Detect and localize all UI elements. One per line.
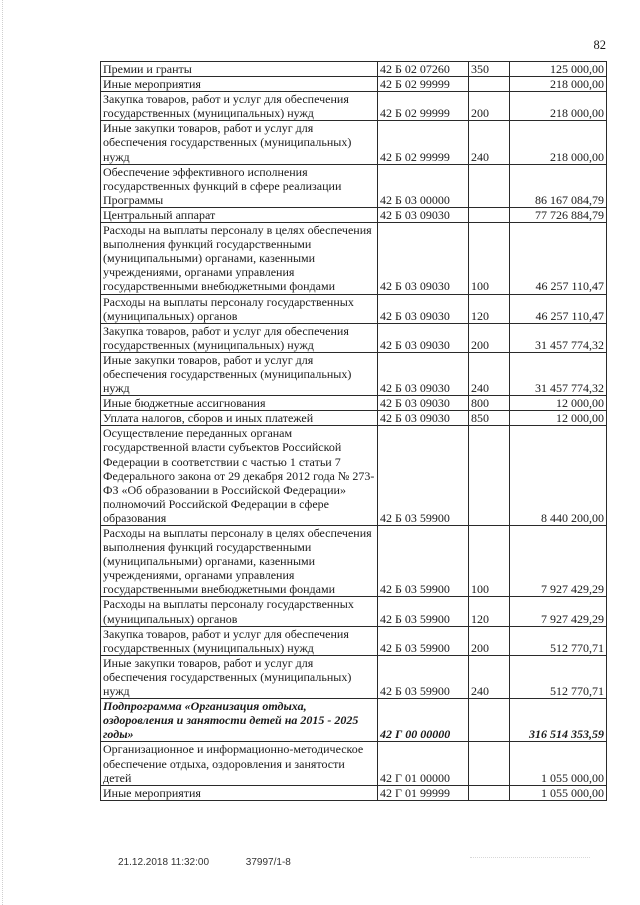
row-expense-type <box>469 426 510 526</box>
row-name: Закупка товаров, работ и услуг для обеспечения государственных (муниципальных) нужд <box>101 323 378 352</box>
row-expense-type: 240 <box>469 121 510 164</box>
row-amount: 12 000,00 <box>510 411 607 426</box>
table-row <box>101 164 607 207</box>
row-name: Иные закупки товаров, работ и услуг для обеспечения государственных (муниципальных) нужд <box>101 121 378 164</box>
table-row <box>101 323 607 352</box>
page-number: 82 <box>593 38 606 52</box>
row-name: Иные закупки товаров, работ и услуг для обеспечения государственных (муниципальных) нужд <box>101 352 378 395</box>
row-target-code: 42 Б 02 99999 <box>378 77 469 92</box>
row-expense-type: 240 <box>469 655 510 698</box>
row-name: Организационное и информационно-методическое обеспечение отдыха, оздоровления и занятости детей <box>101 742 378 785</box>
row-expense-type: 200 <box>469 92 510 121</box>
budget-table <box>100 61 607 801</box>
row-name: Иные мероприятия <box>101 77 378 92</box>
table-row <box>101 294 607 323</box>
row-expense-type: 350 <box>469 62 510 77</box>
table-row <box>101 699 607 742</box>
table-row <box>101 207 607 222</box>
row-target-code: 42 Б 03 00000 <box>378 164 469 207</box>
row-expense-type: 200 <box>469 323 510 352</box>
row-target-code: 42 Б 02 99999 <box>378 121 469 164</box>
table-row <box>101 77 607 92</box>
row-expense-type: 100 <box>469 526 510 597</box>
row-name: Иные мероприятия <box>101 785 378 800</box>
row-target-code: 42 Г 01 00000 <box>378 742 469 785</box>
row-amount: 125 000,00 <box>510 62 607 77</box>
footer-timestamp: 21.12.2018 11:32:00 <box>118 857 210 868</box>
row-expense-type: 120 <box>469 597 510 626</box>
row-expense-type <box>469 699 510 742</box>
row-name: Расходы на выплаты персоналу государственных (муниципальных) органов <box>101 294 378 323</box>
row-name: Центральный аппарат <box>101 207 378 222</box>
row-expense-type <box>469 207 510 222</box>
table-row <box>101 411 607 426</box>
table-row <box>101 121 607 164</box>
row-name: Уплата налогов, сборов и иных платежей <box>101 411 378 426</box>
table-row <box>101 62 607 77</box>
row-amount: 218 000,00 <box>510 121 607 164</box>
row-name: Премии и гранты <box>101 62 378 77</box>
row-target-code: 42 Б 03 59900 <box>378 426 469 526</box>
row-target-code: 42 Б 03 09030 <box>378 294 469 323</box>
row-name: Осуществление переданных органам государственной власти субъектов Российской Федерации в соответствии с частью 1 статьи 7 Федерального закона от 29 декабря 2012 года № 273-ФЗ «Об образовании в Российской Федерации» полномочий Российской Федерации в сфере образования <box>101 426 378 526</box>
row-expense-type: 120 <box>469 294 510 323</box>
table-row <box>101 626 607 655</box>
row-amount: 512 770,71 <box>510 626 607 655</box>
row-target-code: 42 Б 03 09030 <box>378 352 469 395</box>
row-amount: 77 726 884,79 <box>510 207 607 222</box>
budget-table-body <box>101 62 607 801</box>
row-amount: 1 055 000,00 <box>510 785 607 800</box>
row-expense-type: 100 <box>469 223 510 294</box>
row-expense-type <box>469 77 510 92</box>
row-target-code: 42 Б 02 07260 <box>378 62 469 77</box>
footer <box>118 857 291 868</box>
table-row <box>101 785 607 800</box>
table-row <box>101 426 607 526</box>
row-expense-type: 240 <box>469 352 510 395</box>
row-name: Обеспечение эффективного исполнения государственных функций в сфере реализации Программы <box>101 164 378 207</box>
row-target-code: 42 Б 03 09030 <box>378 411 469 426</box>
row-amount: 8 440 200,00 <box>510 426 607 526</box>
row-amount: 218 000,00 <box>510 77 607 92</box>
row-target-code: 42 Г 01 99999 <box>378 785 469 800</box>
table-row <box>101 92 607 121</box>
row-expense-type <box>469 164 510 207</box>
row-amount: 31 457 774,32 <box>510 323 607 352</box>
row-name: Расходы на выплаты персоналу государственных (муниципальных) органов <box>101 597 378 626</box>
table-row <box>101 655 607 698</box>
row-amount: 12 000,00 <box>510 396 607 411</box>
row-amount: 7 927 429,29 <box>510 597 607 626</box>
row-amount: 316 514 353,59 <box>510 699 607 742</box>
row-name: Подпрограмма «Организация отдыха, оздоровления и занятости детей на 2015 - 2025 годы» <box>101 699 378 742</box>
row-name: Расходы на выплаты персоналу в целях обеспечения выполнения функций государственными (муниципальными) органами, казенными учреждениями, органами управления государственными внебюджетными фондами <box>101 526 378 597</box>
row-target-code: 42 Б 02 99999 <box>378 92 469 121</box>
row-amount: 46 257 110,47 <box>510 223 607 294</box>
row-expense-type <box>469 742 510 785</box>
row-name: Закупка товаров, работ и услуг для обеспечения государственных (муниципальных) нужд <box>101 92 378 121</box>
row-target-code: 42 Б 03 59900 <box>378 526 469 597</box>
row-expense-type <box>469 785 510 800</box>
row-target-code: 42 Б 03 59900 <box>378 655 469 698</box>
row-expense-type: 200 <box>469 626 510 655</box>
row-name: Иные бюджетные ассигнования <box>101 396 378 411</box>
row-target-code: 42 Б 03 09030 <box>378 396 469 411</box>
row-target-code: 42 Б 03 59900 <box>378 597 469 626</box>
row-amount: 46 257 110,47 <box>510 294 607 323</box>
row-name: Закупка товаров, работ и услуг для обеспечения государственных (муниципальных) нужд <box>101 626 378 655</box>
scan-edge-mark <box>2 0 4 905</box>
row-amount: 86 167 084,79 <box>510 164 607 207</box>
row-amount: 7 927 429,29 <box>510 526 607 597</box>
row-target-code: 42 Б 03 09030 <box>378 223 469 294</box>
row-name: Иные закупки товаров, работ и услуг для обеспечения государственных (муниципальных) нужд <box>101 655 378 698</box>
table-row <box>101 396 607 411</box>
row-expense-type: 800 <box>469 396 510 411</box>
table-row <box>101 223 607 294</box>
row-amount: 218 000,00 <box>510 92 607 121</box>
table-row <box>101 597 607 626</box>
table-row <box>101 742 607 785</box>
row-target-code: 42 Б 03 09030 <box>378 323 469 352</box>
row-amount: 31 457 774,32 <box>510 352 607 395</box>
row-amount: 1 055 000,00 <box>510 742 607 785</box>
row-target-code: 42 Б 03 09030 <box>378 207 469 222</box>
row-target-code: 42 Б 03 59900 <box>378 626 469 655</box>
table-row <box>101 526 607 597</box>
scan-smudge <box>470 857 590 864</box>
row-name: Расходы на выплаты персоналу в целях обеспечения выполнения функций государственными (муниципальными) органами, казенными учреждениями, органами управления государственными внебюджетными фондами <box>101 223 378 294</box>
row-expense-type: 850 <box>469 411 510 426</box>
footer-document-id: 37997/1-8 <box>245 857 291 868</box>
row-target-code: 42 Г 00 00000 <box>378 699 469 742</box>
row-amount: 512 770,71 <box>510 655 607 698</box>
table-row <box>101 352 607 395</box>
